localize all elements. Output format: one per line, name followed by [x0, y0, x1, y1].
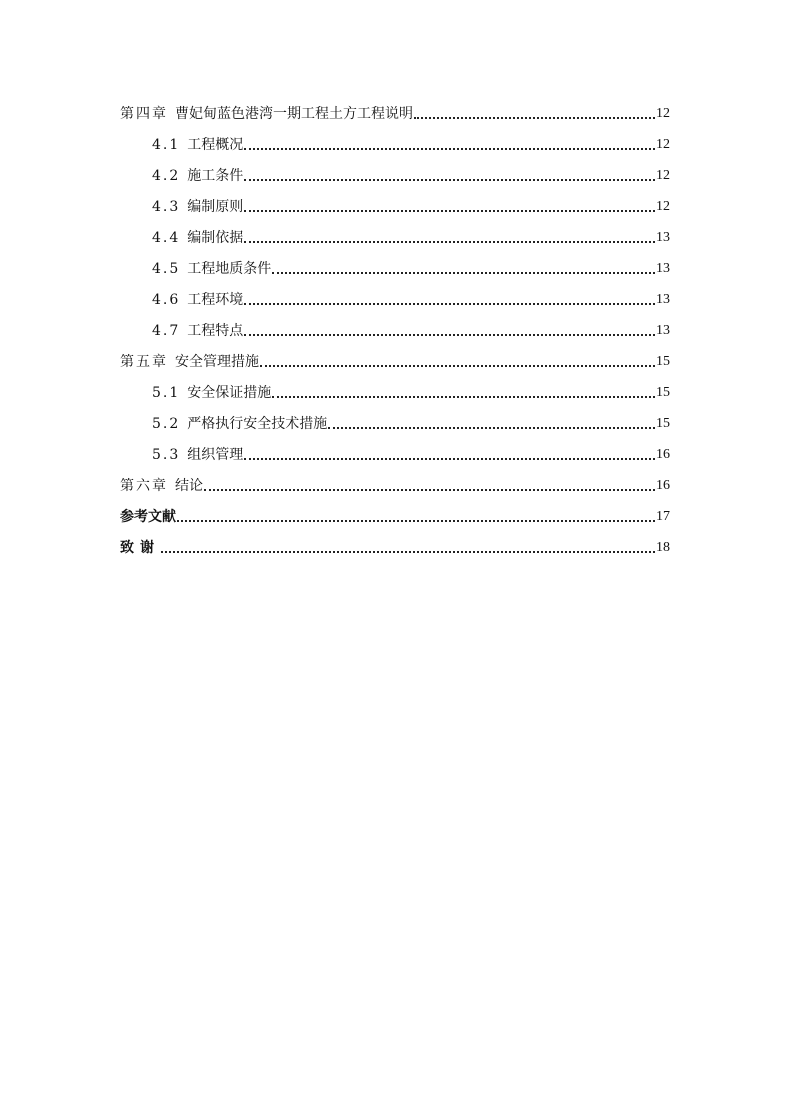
toc-entry-page: 12 [656, 199, 670, 214]
dot-leader [244, 210, 655, 212]
toc-entry-title: 工程环境 [187, 292, 244, 308]
toc-entry-4-5[interactable] [120, 247, 670, 278]
toc-entry-chapter-6[interactable] [120, 464, 670, 495]
toc-entry-page: 13 [656, 292, 670, 307]
toc-entry-number: 4.3 [152, 199, 181, 215]
dot-leader [244, 458, 655, 460]
toc-entry-page: 17 [656, 509, 670, 524]
dot-leader [272, 396, 655, 398]
toc-entry-title: 组织管理 [187, 447, 244, 463]
toc-entry-title: 工程概况 [187, 137, 244, 153]
toc-entry-page: 13 [656, 323, 670, 338]
toc-entry-number: 第五章 [120, 354, 168, 370]
toc-entry-number: 4.5 [152, 261, 181, 277]
toc-entry-title: 编制原则 [187, 199, 244, 215]
dot-leader [260, 365, 655, 367]
toc-entry-chapter-4[interactable] [120, 92, 670, 123]
dot-leader [244, 241, 655, 243]
toc-entry-number: 5.2 [152, 416, 181, 432]
toc-entry-title: 结论 [175, 478, 203, 494]
toc-entry-title: 编制依据 [187, 230, 244, 246]
toc-entry-number: 4.1 [152, 137, 181, 153]
toc-entry-page: 12 [656, 137, 670, 152]
toc-entry-page: 18 [656, 540, 670, 555]
toc-entry-number: 4.6 [152, 292, 181, 308]
dot-leader [414, 117, 655, 119]
toc-entry-page: 12 [656, 168, 670, 183]
toc-entry-title: 参考文献 [120, 509, 176, 525]
toc-entry-chapter-5[interactable] [120, 340, 670, 371]
dot-leader [244, 148, 655, 150]
toc-entry-number: 第六章 [120, 478, 168, 494]
toc-entry-title: 施工条件 [187, 168, 244, 184]
table-of-contents [120, 92, 670, 557]
dot-leader [244, 179, 655, 181]
toc-entry-title: 曹妃甸蓝色港湾一期工程土方工程说明 [175, 106, 413, 122]
toc-entry-5-3[interactable] [120, 433, 670, 464]
toc-entry-4-7[interactable] [120, 309, 670, 340]
toc-entry-page: 12 [656, 106, 670, 121]
toc-entry-4-2[interactable] [120, 154, 670, 185]
toc-entry-4-1[interactable] [120, 123, 670, 154]
dot-leader [204, 489, 655, 491]
toc-entry-number: 4.7 [152, 323, 181, 339]
toc-entry-references[interactable] [120, 495, 670, 526]
toc-entry-number: 4.2 [152, 168, 181, 184]
toc-entry-acknowledgements[interactable] [120, 526, 670, 557]
dot-leader [244, 303, 655, 305]
toc-entry-title: 工程地质条件 [187, 261, 272, 277]
dot-leader [244, 334, 655, 336]
toc-entry-4-3[interactable] [120, 185, 670, 216]
toc-entry-title: 安全管理措施 [175, 354, 259, 370]
toc-entry-title: 工程特点 [187, 323, 244, 339]
toc-entry-page: 15 [656, 385, 670, 400]
dot-leader [328, 427, 655, 429]
toc-entry-4-4[interactable] [120, 216, 670, 247]
toc-entry-5-2[interactable] [120, 402, 670, 433]
toc-entry-page: 13 [656, 230, 670, 245]
toc-entry-number: 第四章 [120, 106, 168, 122]
toc-entry-title: 严格执行安全技术措施 [187, 416, 328, 432]
toc-entry-number: 5.3 [152, 447, 181, 463]
toc-entry-5-1[interactable] [120, 371, 670, 402]
dot-leader [161, 551, 655, 553]
dot-leader [177, 520, 655, 522]
toc-entry-4-6[interactable] [120, 278, 670, 309]
toc-entry-number: 5.1 [152, 385, 181, 401]
toc-entry-page: 15 [656, 416, 670, 431]
toc-entry-title: 致谢 [120, 540, 160, 556]
toc-entry-number: 4.4 [152, 230, 181, 246]
toc-entry-page: 15 [656, 354, 670, 369]
dot-leader [272, 272, 655, 274]
toc-entry-page: 13 [656, 261, 670, 276]
toc-entry-page: 16 [656, 447, 670, 462]
toc-entry-title: 安全保证措施 [187, 385, 272, 401]
toc-entry-page: 16 [656, 478, 670, 493]
